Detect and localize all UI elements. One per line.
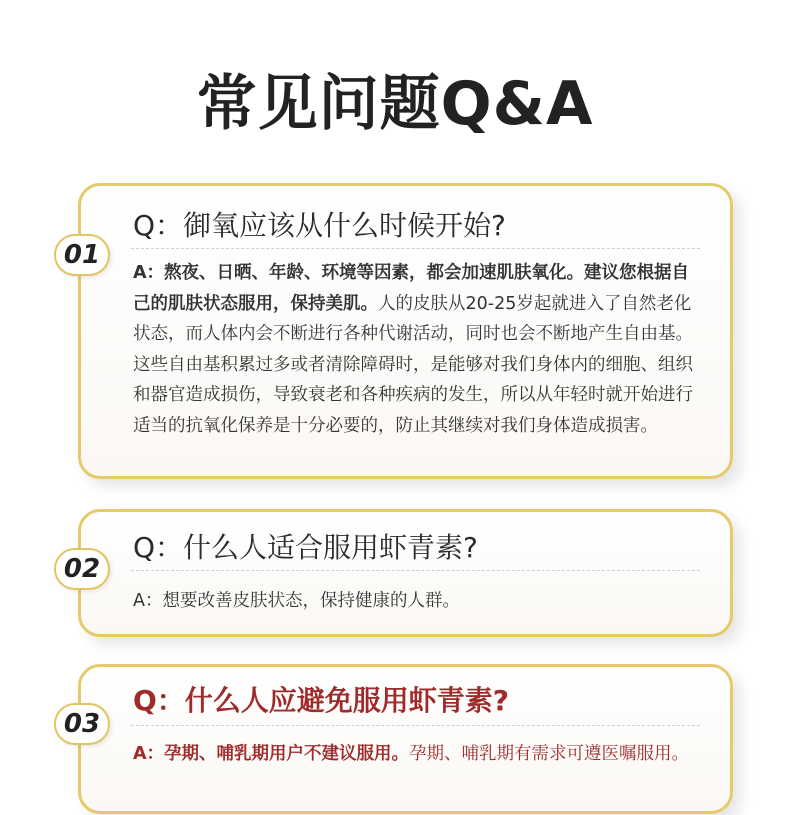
faq-answer-1-text: 人的皮肤从20-25岁起就进入了自然老化状态，而人体内会不断进行各种代谢活动，同时也会不断地产生自由基。这些自由基积累过多或者清除障碍时，是能够对我们身体内的细胞、组织和器官造成损伤，导致衰老和各种疾病的发生，所以从年轻时就开始进行适当的抗氧化保养是十分必要的，防止其继续对我们身体造成损害。 bbox=[133, 293, 693, 436]
faq-card-3 bbox=[78, 664, 733, 814]
faq-card-2 bbox=[78, 509, 733, 637]
faq-answer-3-text: 孕期、哺乳期有需求可遵医嘱服用。 bbox=[409, 744, 690, 764]
faq-question-3: Q：什么人应避免服用虾青素? bbox=[133, 684, 510, 717]
faq-divider-3 bbox=[131, 725, 700, 726]
faq-answer-2: A：想要改善皮肤状态，保持健康的人群。 bbox=[133, 591, 460, 611]
faq-answer-3-highlight: A：孕期、哺乳期用户不建议服用。 bbox=[133, 744, 410, 764]
faq-question-1: Q：御氧应该从什么时候开始? bbox=[133, 209, 506, 242]
faq-number-badge-2: 02 bbox=[54, 548, 110, 590]
faq-number-badge-3: 03 bbox=[54, 703, 110, 745]
faq-answer-3 bbox=[133, 739, 704, 770]
faq-card-1 bbox=[78, 183, 733, 479]
faq-answer-1 bbox=[133, 258, 704, 441]
faq-divider-1 bbox=[131, 248, 700, 249]
faq-question-2: Q：什么人适合服用虾青素? bbox=[133, 531, 478, 564]
faq-divider-2 bbox=[131, 570, 700, 571]
faq-number-badge-1: 01 bbox=[54, 234, 110, 276]
page-title: 常见问题Q&A bbox=[196, 69, 594, 139]
faq-answer-1-highlight: A：熬夜、日晒、年龄、环境等因素，都会加速肌肤氧化。建议您根据自己的肌肤状态服用，保持美肌。 bbox=[133, 263, 690, 314]
